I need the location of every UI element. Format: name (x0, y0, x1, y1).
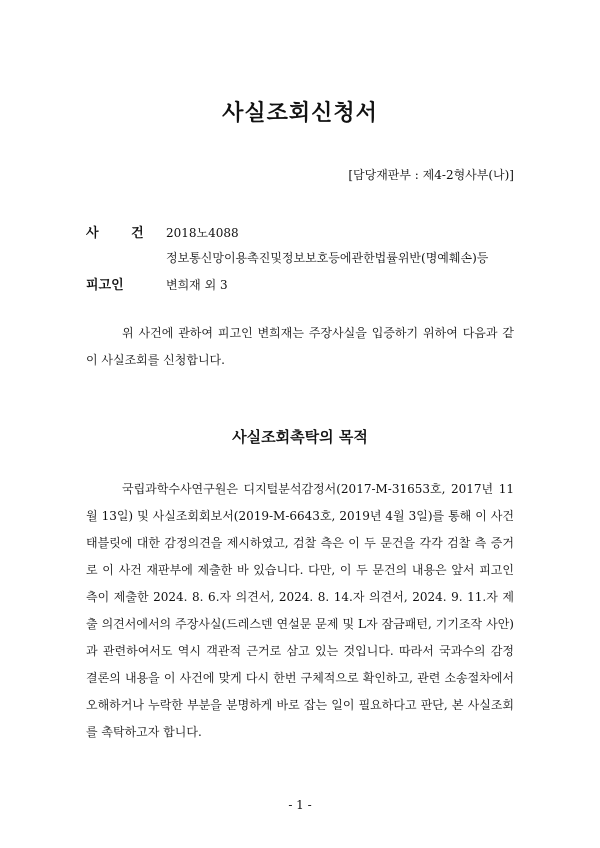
page-number: - 1 - (288, 798, 312, 812)
defendant-row (86, 274, 228, 293)
case-row (86, 222, 239, 241)
section-title: 사실조회촉탁의 목적 (232, 428, 368, 446)
case-number: 2018노4088 (166, 226, 239, 240)
document-title: 사실조회신청서 (222, 100, 378, 126)
court-division: [담당재판부 : 제4-2형사부(나)] (348, 168, 514, 182)
intro-paragraph: 위 사건에 관하여 피고인 변희재는 주장사실을 입증하기 위하여 다음과 같이 사실조회를 신청합니다. (86, 326, 514, 367)
case-name: 정보통신망이용촉진및정보보호등에관한법률위반(명예훼손)등 (166, 251, 489, 265)
purpose-paragraph: 국립과학수사연구원은 디지털분석감정서(2017-M-31653호, 2017년 11월 13일) 및 사실조회회보서(2019-M-6643호, 2019년 4월 3일)를 통해 이 사건 태블릿에 대한 감정의견을 제시하였고, 검찰 측은 이 두 문건을 각각 검찰 측 증거로 이 사건 재판부에 제출한 바 있습니다. 다만, 이 두 문건의 내용은 앞서 피고인 측이 제출한 2024. 8. 6.자 의견서, 2024. 8. 14.자 의견서, 2024. 9. 11.자 제출 의견서에서의 주장사실(드레스덴 연설문 문제 및 L자 잠금패턴, 기기조작 사안)과 관련하여서도 역시 객관적 근거로 삼고 있는 것입니다. 따라서 국과수의 감정 결론의 내용을 이 사건에 맞게 다시 한번 구체적으로 확인하고, 관련 소송절차에서 오해하거나 누락한 부분을 분명하게 바로 잡는 일이 필요하다고 판단, 본 사실조회를 촉탁하고자 합니다. (86, 482, 514, 739)
case-name-row (166, 249, 488, 266)
defendant-label: 피고인 (86, 278, 124, 293)
defendant-name: 변희재 외 3 (166, 278, 228, 292)
case-label: 사 건 (86, 226, 158, 241)
